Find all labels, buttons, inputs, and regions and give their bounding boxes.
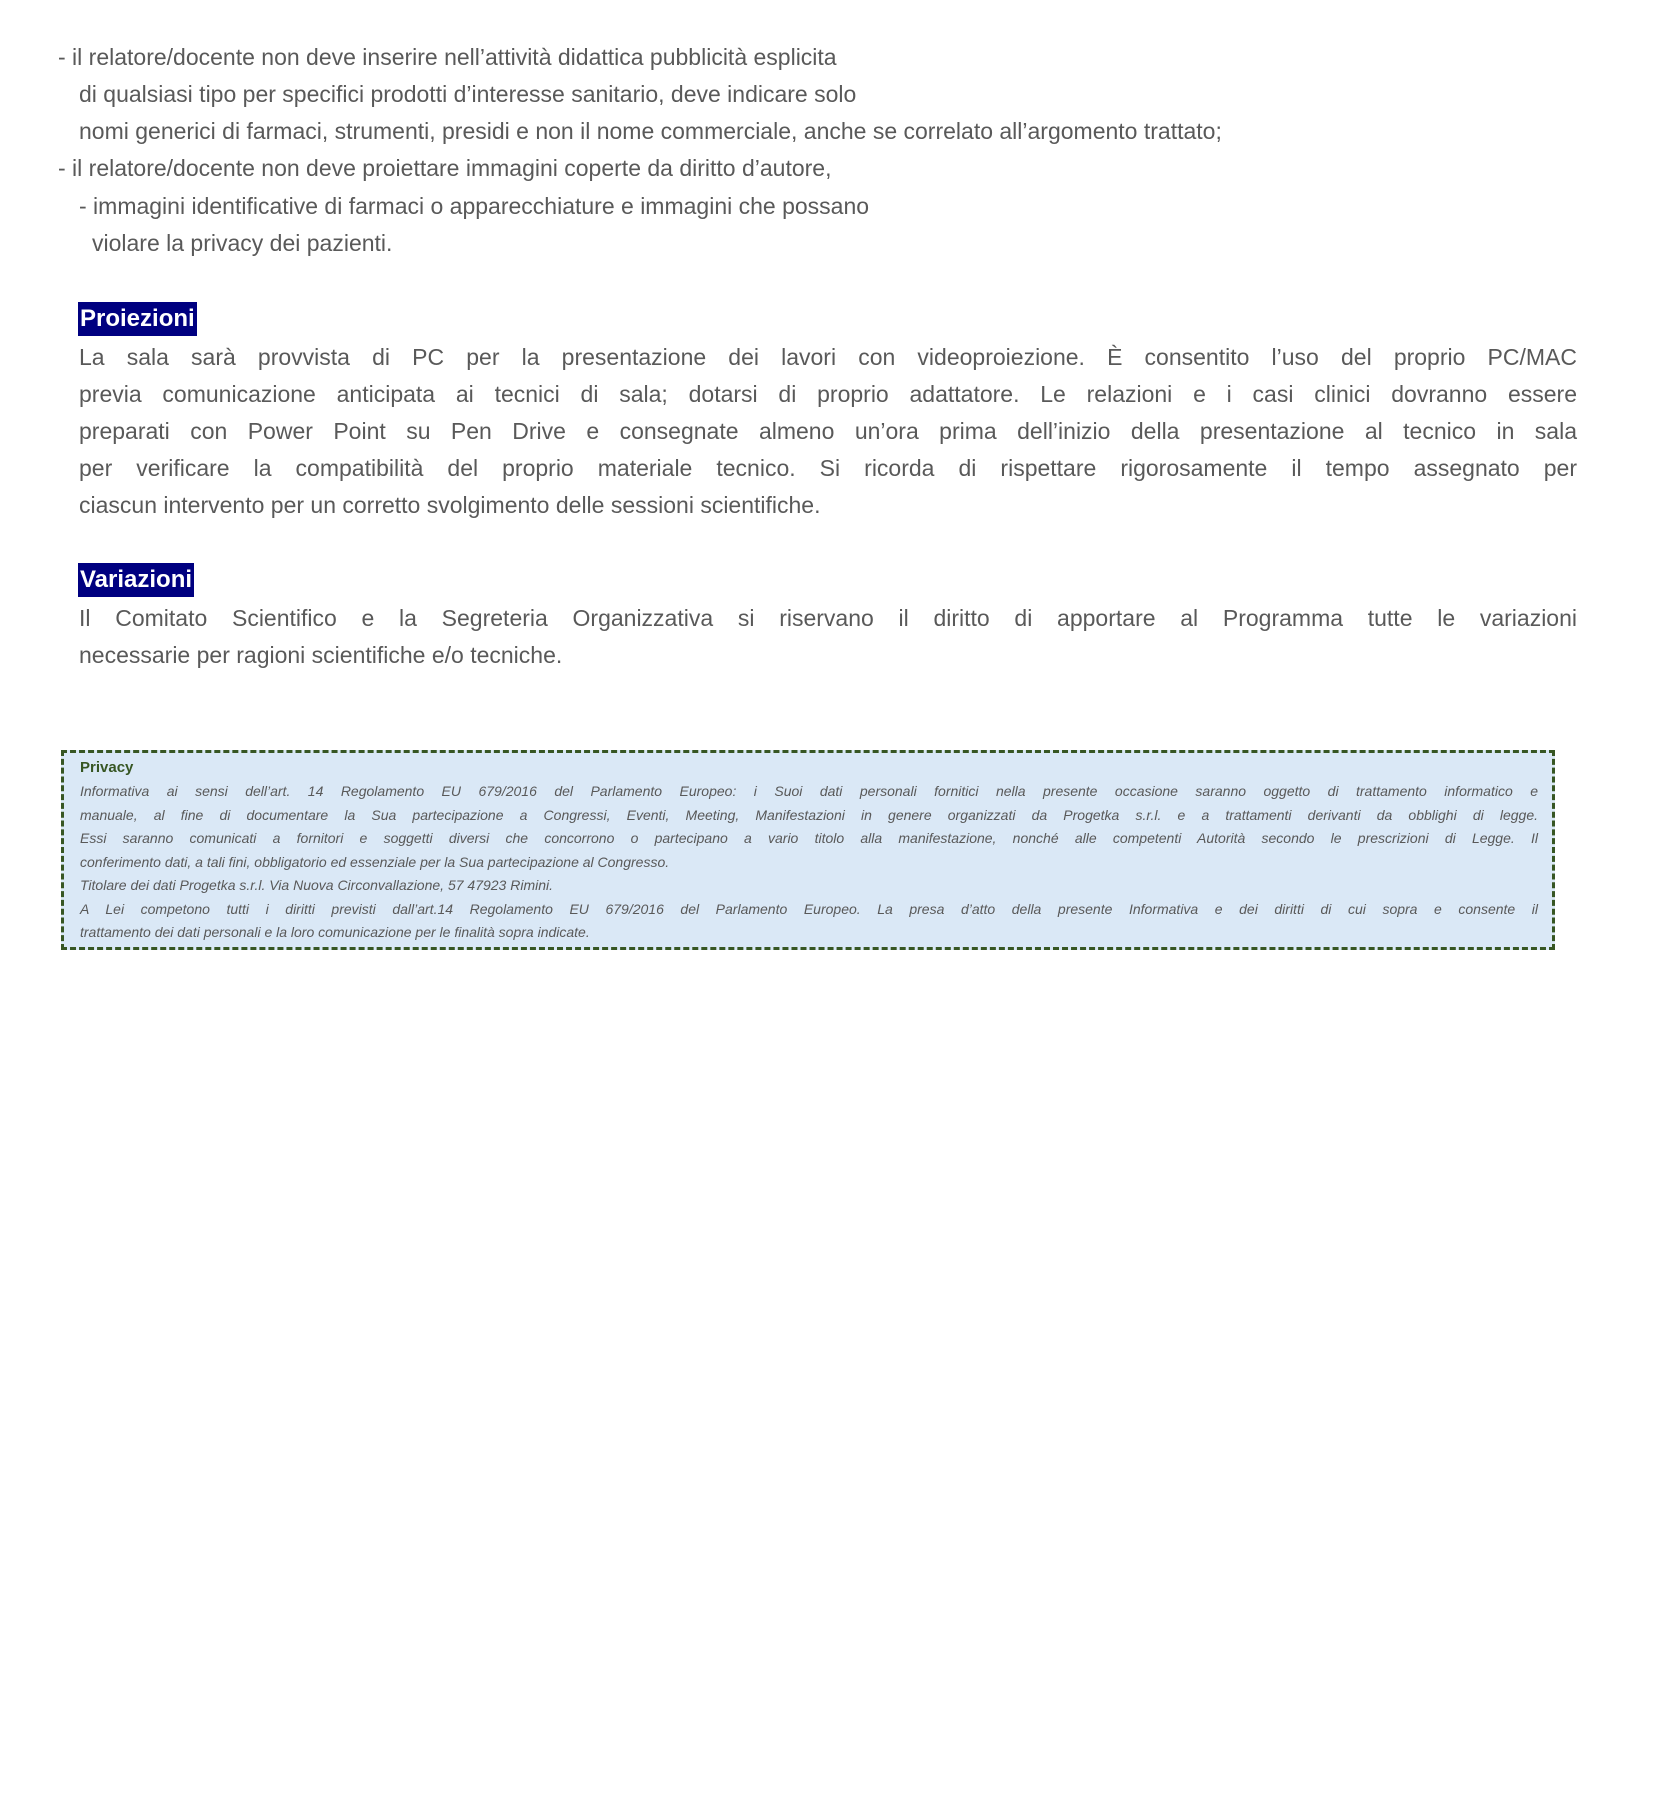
privacy-line: Titolare dei dati Progetka s.r.l. Via Nuova Circonvallazione, 57 47923 Rimini. (80, 877, 554, 893)
proiezioni-line: La sala sarà provvista di PC per la presentazione dei lavori con videoproiezione. È consentito l’uso del proprio PC/MAC (79, 344, 1577, 370)
privacy-line: Essi saranno comunicati a fornitori e soggetti diversi che concorrono o partecipano a vario titolo alla manifestazione, nonché alle competenti Autorità secondo le prescrizioni di Legge. Il (80, 830, 1538, 846)
variazioni-line: Il Comitato Scientifico e la Segreteria Organizzativa si riservano il diritto di apportare al Programma tutte le variazioni (79, 605, 1577, 631)
proiezioni-line: preparati con Power Point su Pen Drive e consegnate almeno un’ora prima dell’inizio della presentazione al tecnico in sala (79, 418, 1577, 444)
privacy-line: Informativa ai sensi dell’art. 14 Regolamento EU 679/2016 del Parlamento Europeo: i Suoi dati personali fornitici nella presente occasione saranno oggetto di trattamento informatico e (80, 783, 1538, 799)
privacy-box (61, 750, 1555, 950)
variazioni-heading: Variazioni (78, 563, 194, 597)
privacy-line: manuale, al fine di documentare la Sua partecipazione a Congressi, Eventi, Meeting, Manifestazioni in genere organizzati da Progetka s.r.l. e a trattamenti derivanti da obblighi di legge. (80, 807, 1538, 823)
privacy-line: A Lei competono tutti i diritti previsti dall’art.14 Regolamento EU 679/2016 del Parlamento Europeo. La presa d’atto della presente Informativa e dei diritti di cui sopra e consente il (80, 901, 1538, 917)
privacy-title: Privacy (80, 759, 134, 776)
rule-line: - il relatore/docente non deve inserire nell’attività didattica pubblicità esplicita (58, 44, 837, 70)
variazioni-line: necessarie per ragioni scientifiche e/o tecniche. (79, 642, 563, 668)
rule-line: violare la privacy dei pazienti. (92, 230, 393, 256)
proiezioni-line: per verificare la compatibilità del proprio materiale tecnico. Si ricorda di rispettare rigorosamente il tempo assegnato per (79, 455, 1577, 481)
rule-line: di qualsiasi tipo per specifici prodotti d’interesse sanitario, deve indicare solo (79, 81, 857, 107)
rule-line: nomi generici di farmaci, strumenti, presidi e non il nome commerciale, anche se correlato all’argomento trattato; (79, 118, 1222, 144)
rule-line: - il relatore/docente non deve proiettare immagini coperte da diritto d’autore, (58, 155, 832, 181)
proiezioni-heading: Proiezioni (78, 302, 197, 336)
privacy-line: conferimento dati, a tali fini, obbligatorio ed essenziale per la Sua partecipazione al Congresso. (80, 854, 670, 870)
proiezioni-line: previa comunicazione anticipata ai tecnici di sala; dotarsi di proprio adattatore. Le relazioni e i casi clinici dovranno essere (79, 381, 1577, 407)
privacy-line: trattamento dei dati personali e la loro comunicazione per le finalità sopra indicate. (80, 924, 590, 940)
proiezioni-line: ciascun intervento per un corretto svolgimento delle sessioni scientifiche. (79, 492, 821, 518)
rule-line: - immagini identificative di farmaci o apparecchiature e immagini che possano (79, 193, 870, 219)
